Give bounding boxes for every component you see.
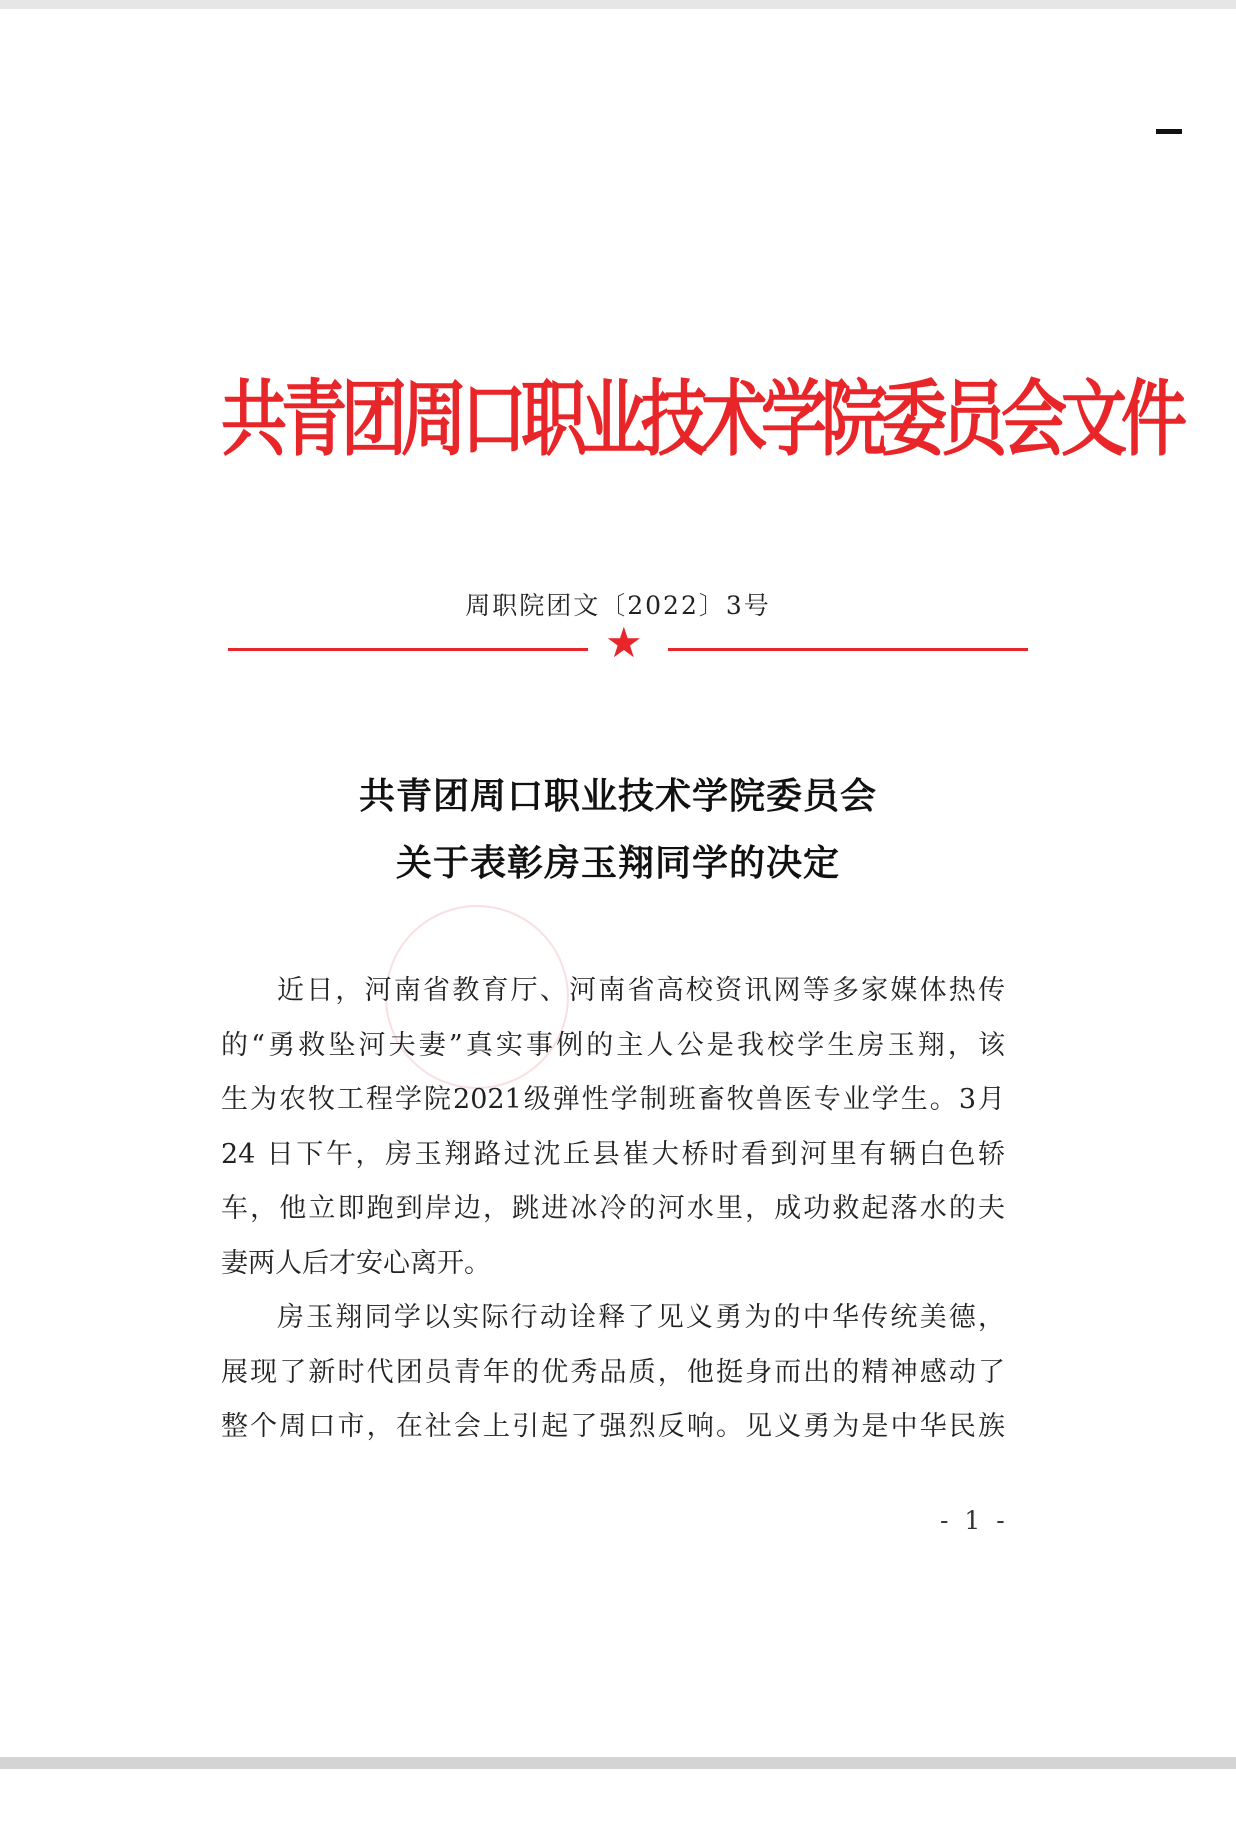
red-rule-left — [228, 648, 588, 651]
corner-mark — [1156, 129, 1182, 134]
body-line: 车，他立即跑到岸边，跳进冰冷的河水里，成功救起落水的夫 — [221, 1193, 1005, 1224]
doc-title-line-2: 关于表彰房玉翔同学的决定 — [395, 842, 840, 884]
body-line: 展现了新时代团员青年的优秀品质，他挺身而出的精神感动了 — [221, 1356, 1005, 1388]
body-line: 整个周口市，在社会上引起了强烈反响。见义勇为是中华民族 — [221, 1411, 1005, 1442]
star-icon: ★ — [605, 618, 643, 667]
top-edge-bar — [0, 0, 1236, 9]
page-gap — [0, 1769, 1236, 1821]
body-line: 近日，河南省教育厅、河南省高校资讯网等多家媒体热传 — [277, 975, 1005, 1006]
body-line: 房玉翔同学以实际行动诠释了见义勇为的中华传统美德， — [277, 1302, 1005, 1333]
bottom-edge-bar — [0, 1757, 1236, 1769]
red-rule-right — [668, 648, 1028, 651]
body-line: 的“勇救坠河夫妻”真实事例的主人公是我校学生房玉翔，该 — [221, 1029, 1005, 1061]
doc-title-line-1: 共青团周口职业技术学院委员会 — [358, 775, 877, 817]
org-header: 共青团周口职业技术学院委员会文件 — [221, 371, 1181, 468]
doc-number: 周职院团文〔2022〕3号 — [465, 591, 771, 620]
page-number: - 1 - — [940, 1506, 1009, 1535]
doc-body — [221, 968, 1005, 1459]
body-line: 妻两人后才安心离开。 — [221, 1247, 491, 1279]
body-line: 生为农牧工程学院2021级弹性学制班畜牧兽医专业学生。3月 — [221, 1084, 1005, 1115]
body-line: 24 日下午，房玉翔路过沈丘县崔大桥时看到河里有辆白色轿 — [221, 1138, 1005, 1170]
